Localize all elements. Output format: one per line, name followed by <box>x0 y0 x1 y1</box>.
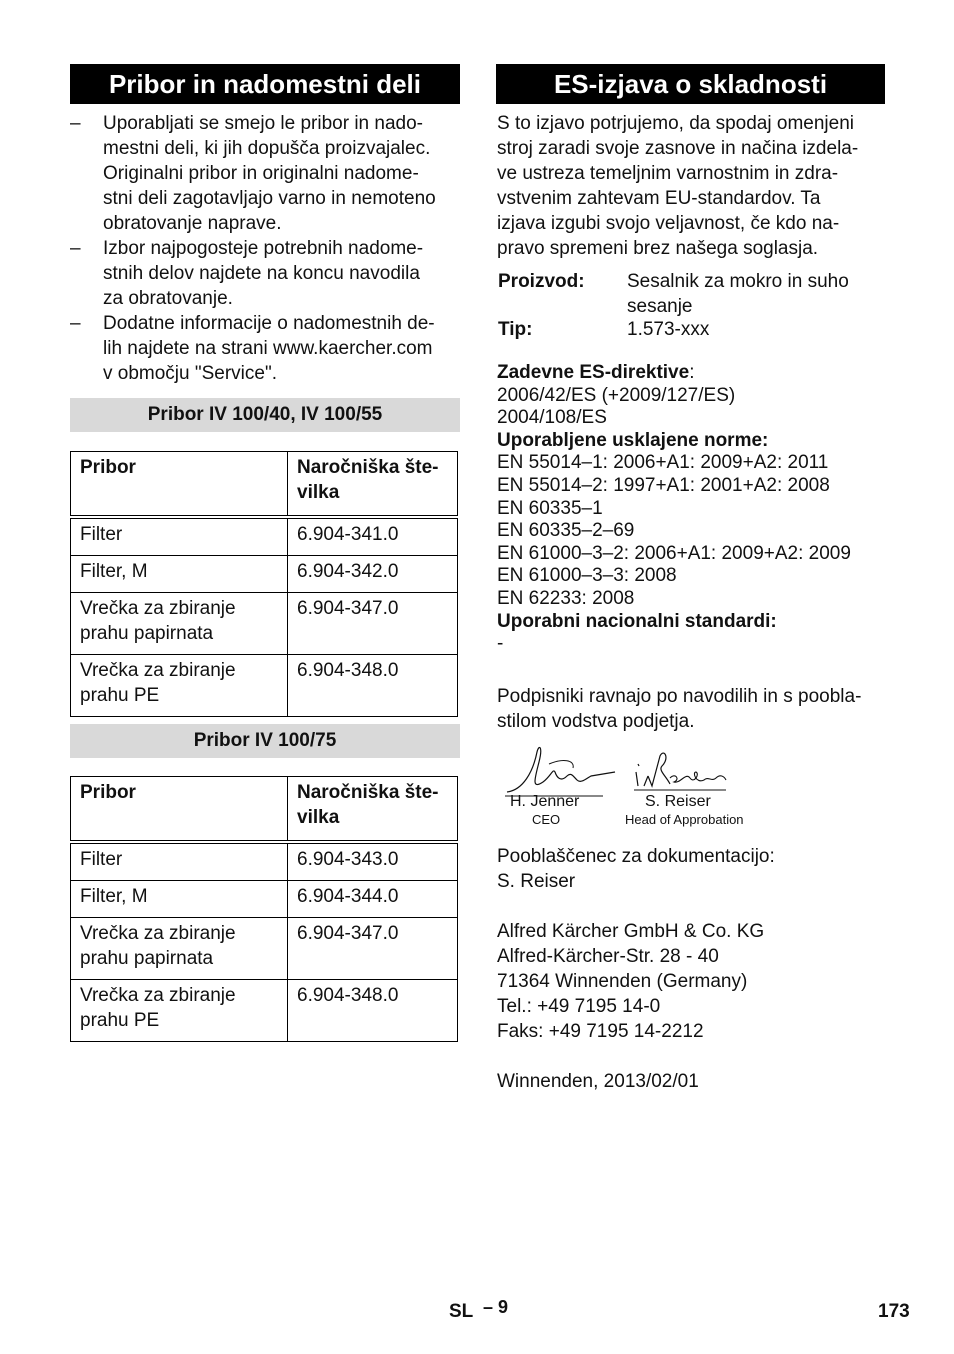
text-line: Uporabljati se smejo le pribor in nado- <box>103 113 423 134</box>
product-label: Proizvod: <box>498 271 585 292</box>
signature-reiser-image <box>630 750 734 796</box>
norm-item: EN 60335–2–69 <box>497 520 635 542</box>
text-line: obratovanje naprave. <box>103 213 282 234</box>
table-row <box>71 593 458 655</box>
table-row <box>71 517 458 556</box>
norm-item: EN 55014–1: 2006+A1: 2009+A2: 2011 <box>497 452 829 474</box>
bullet-item <box>70 111 465 236</box>
table-cell: 6.904-347.0 <box>288 593 458 655</box>
text-line: ve ustreza temeljnim varnostnim in zdra- <box>497 163 839 184</box>
signer1-name: H. Jenner <box>510 793 580 810</box>
text-line: lih najdete na strani www.kaercher.com <box>103 338 433 359</box>
table-cell: 6.904-344.0 <box>288 881 458 918</box>
table-row <box>71 980 458 1042</box>
company-address: Alfred Kärcher GmbH & Co. KG Alfred-Kärcher-Str. 28 - 40 71364 Winnenden (Germany) Tel.: +49 7195 14-0 Faks: +49 7195 14-2212 <box>497 921 765 1042</box>
table-row <box>71 881 458 918</box>
header-cell: Pribor <box>71 452 288 518</box>
directive-item: 2006/42/ES (+2009/127/ES) <box>497 384 736 406</box>
text-line: vstvenim zahtevam EU-standardov. Ta <box>497 188 821 209</box>
norm-item: EN 62233: 2008 <box>497 587 635 609</box>
product-value: Sesalnik za mokro in suho sesanje <box>627 271 849 317</box>
table-cell: Vrečka za zbiranje prahu papirnata <box>71 593 288 655</box>
national-value: - <box>497 633 504 655</box>
type-label: Tip: <box>498 319 533 340</box>
subsection-title-2: Pribor IV 100/75 <box>70 724 460 758</box>
norm-item: EN 60335–1 <box>497 497 603 519</box>
signer2-role: Head of Approbation <box>625 812 744 827</box>
table-row <box>71 842 458 881</box>
table-header-row <box>71 777 458 843</box>
norm-item: EN 55014–2: 1997+A1: 2001+A2: 2008 <box>497 474 830 496</box>
table-row <box>71 918 458 980</box>
text-line: za obratovanje. <box>103 288 233 309</box>
declaration-intro <box>497 111 889 261</box>
place-date: Winnenden, 2013/02/01 <box>497 1071 699 1092</box>
text-line: mestni deli, ki jih dopušča proizvajalec. <box>103 138 431 159</box>
directive-item: 2004/108/ES <box>497 407 607 429</box>
bullet-item <box>70 311 465 386</box>
norms-heading: Uporabljene usklajene norme: <box>497 429 769 451</box>
signers-text: Podpisniki ravnajo po navodilih in s poobla- stilom vodstva podjetja. <box>497 686 862 732</box>
text-line: Izbor najpogosteje potrebnih nadome- <box>103 238 424 259</box>
text-line: v območju "Service". <box>103 363 277 384</box>
table-cell: Filter, M <box>71 556 288 593</box>
footer-section-page: – 9 <box>483 1297 509 1317</box>
table-cell: Filter <box>71 517 288 556</box>
type-value: 1.573-xxx <box>627 319 710 340</box>
signer1-role: CEO <box>532 812 561 827</box>
table-cell: 6.904-347.0 <box>288 918 458 980</box>
table-cell: 6.904-348.0 <box>288 655 458 717</box>
bullet-item <box>70 236 465 311</box>
table-cell: 6.904-342.0 <box>288 556 458 593</box>
text-line: izjava izgubi svojo veljavnost, če kdo na- <box>497 213 840 234</box>
bullet-dash: – <box>70 113 81 134</box>
table-row <box>71 556 458 593</box>
table-header-row <box>71 452 458 518</box>
accessories-table-2 <box>70 776 458 1042</box>
directives-block <box>497 362 889 656</box>
table-row <box>71 655 458 717</box>
table-cell: Filter, M <box>71 881 288 918</box>
table-cell: 6.904-341.0 <box>288 517 458 556</box>
header-cell: Naročniška šte- vilka <box>288 452 458 518</box>
footer-language: SL <box>449 1301 474 1322</box>
table-cell: Filter <box>71 842 288 881</box>
signer2-name: S. Reiser <box>645 793 711 810</box>
text-line: stnih delov najdete na koncu navodila <box>103 263 420 284</box>
subsection-title-1: Pribor IV 100/40, IV 100/55 <box>70 398 460 432</box>
bullet-dash: – <box>70 313 81 334</box>
bullet-dash: – <box>70 238 81 259</box>
table-cell: Vrečka za zbiranje prahu papirnata <box>71 918 288 980</box>
norm-item: EN 61000–3–2: 2006+A1: 2009+A2: 2009 <box>497 542 851 564</box>
text-line: stroj zaradi svoje zasnove in načina izdela- <box>497 138 859 159</box>
text-line: S to izjavo potrjujemo, da spodaj omenjeni <box>497 113 854 134</box>
accessories-table-1 <box>70 451 458 717</box>
directives-heading: Zadevne ES-direktive: <box>497 362 695 383</box>
table-cell: 6.904-348.0 <box>288 980 458 1042</box>
text-line: stni deli zagotavljajo varno in nemoteno <box>103 188 436 209</box>
doc-representative: Pooblaščenec za dokumentacijo: S. Reiser <box>497 846 775 892</box>
table-cell: Vrečka za zbiranje prahu PE <box>71 655 288 717</box>
text-line: Originalni pribor in originalni nadome- <box>103 163 419 184</box>
header-cell: Naročniška šte- vilka <box>288 777 458 843</box>
section-title-accessories: Pribor in nadomestni deli <box>70 64 460 104</box>
section-title-declaration: ES-izjava o skladnosti <box>496 64 885 104</box>
table-cell: Vrečka za zbiranje prahu PE <box>71 980 288 1042</box>
header-cell: Pribor <box>71 777 288 843</box>
table-cell: 6.904-343.0 <box>288 842 458 881</box>
footer-page-number: 173 <box>878 1301 910 1322</box>
bullet-list <box>70 111 465 386</box>
text-line: Dodatne informacije o nadomestnih de- <box>103 313 435 334</box>
national-heading: Uporabni nacionalni standardi: <box>497 610 777 632</box>
norm-item: EN 61000–3–3: 2008 <box>497 565 677 587</box>
text-line: pravo spremeni brez našega soglasja. <box>497 238 819 259</box>
